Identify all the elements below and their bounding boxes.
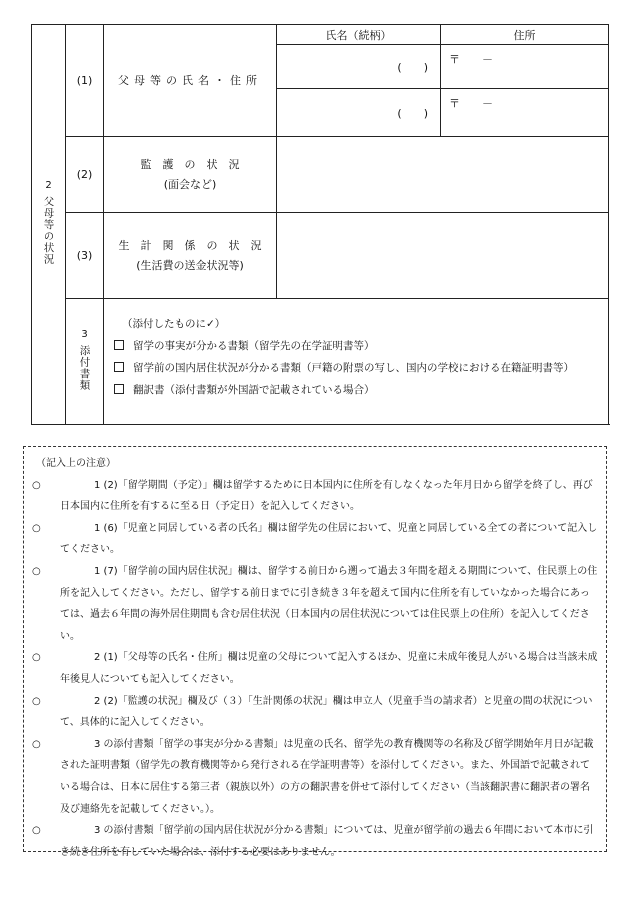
checkbox[interactable]: [114, 384, 124, 394]
row-1-label: 父母等の氏名・住所: [104, 25, 277, 137]
section-3-title: 添付書類: [78, 344, 91, 391]
attachment-item[interactable]: 留学前の国内居住状況が分かる書類（戸籍の附票の写し、国内の学校における在籍証明書等）: [114, 357, 598, 379]
row-3-number: (3): [66, 213, 104, 299]
section-2-number: 2: [45, 180, 52, 191]
checkbox[interactable]: [114, 362, 124, 372]
parent-1-name-field[interactable]: ( ): [277, 45, 441, 89]
notes-title: （記入上の注意）: [36, 458, 116, 469]
note-item: ○ 1 (6)「児童と同居している者の氏名」欄は留学先の住居において、児童と同居している全ての者について記入してください。: [32, 522, 598, 556]
attachments-instruction: （添付したものに✓）: [122, 318, 226, 330]
header-address: 住所: [441, 25, 609, 45]
application-form: [31, 24, 608, 424]
note-item: ○ 2 (2)「監護の状況」欄及び（３）「生計関係の状況」欄は申立人（児童手当の請求者）と児童の間の状況について、具体的に記入してください。: [32, 695, 593, 729]
postal-mark: 〒: [449, 97, 460, 110]
section-3-label: [66, 299, 104, 425]
postal-dash: －: [482, 53, 493, 66]
postal-dash: －: [482, 97, 493, 110]
checkbox[interactable]: [114, 340, 124, 350]
row-1-number: (1): [66, 25, 104, 137]
parent-2-address-field[interactable]: [441, 89, 609, 137]
livelihood-status-field[interactable]: [277, 213, 609, 299]
attachments-cell: [104, 299, 609, 425]
row-2-label: [104, 137, 277, 213]
row-3-subtitle: (生活費の送金状況等): [136, 258, 244, 272]
row-2-subtitle: (面会など): [163, 177, 217, 191]
note-item: ○ 1 (2)「留学期間（予定）」欄は留学するために日本国内に住所を有しなくなった年月日から留学を終了し、再び日本国内に住所を有するに至る日（予定日）を記入してください。: [32, 479, 593, 513]
note-item: ○ 3 の添付書類「留学の事実が分かる書類」は児童の氏名、留学先の教育機関等の名称及び留学開始年月日が記載された証明書類（留学先の教育機関等から発行される在学証明書等）を添付してください。また、外国語で記載されている場合は、日本に居住する第三者（親族以外）の方の翻訳書を併せて添付してください（当該翻訳書に翻訳者の署名及び連絡先を記載してください。）。: [32, 738, 594, 815]
note-item: ○ 1 (7)「留学前の国内居住状況」欄は、留学する前日から遡って過去３年間を超える期間について、住民票上の住所を記入してください。ただし、留学する前日までに引き続き３年を超えて国内に住所を有していなかった場合にあっては、過去６年間の海外居住期間も含む居住状況（日本国内の居住状況については住民票上の住所）を記入してください。: [32, 565, 598, 642]
row-3-title: 生 計 関 係 の 状 況: [118, 238, 262, 252]
custody-status-field[interactable]: [277, 137, 609, 213]
postal-mark: 〒: [449, 53, 460, 66]
notes-box: [23, 446, 607, 858]
attachment-item[interactable]: 留学の事実が分かる書類（留学先の在学証明書等）: [114, 335, 598, 357]
attachment-item[interactable]: 翻訳書（添付書類が外国語で記載されている場合）: [114, 379, 598, 401]
header-name: 氏名（続柄）: [277, 25, 441, 45]
section-2-title: 父母等の状況: [42, 196, 55, 265]
note-item: ○ 2 (1)「父母等の氏名・住所」欄は児童の父母について記入するほか、児童に未成年後見人がいる場合は当該未成年後見人についても記入してください。: [32, 652, 598, 685]
row-2-number: (2): [66, 137, 104, 213]
parent-1-address-field[interactable]: [441, 45, 609, 89]
section-3-number: 3: [81, 328, 88, 340]
status-table: [31, 24, 609, 425]
section-2-label: [32, 25, 66, 425]
row-2-title: 監 護 の 状 況: [140, 157, 240, 171]
row-3-label: [104, 213, 277, 299]
parent-2-name-field[interactable]: ( ): [277, 89, 441, 137]
note-item: ○ 3 の添付書類「留学前の国内居住状況が分かる書類」については、児童が留学前の過去６年間において本市に引き続き住所を有していた場合は、添付する必要はありません。: [32, 825, 594, 858]
